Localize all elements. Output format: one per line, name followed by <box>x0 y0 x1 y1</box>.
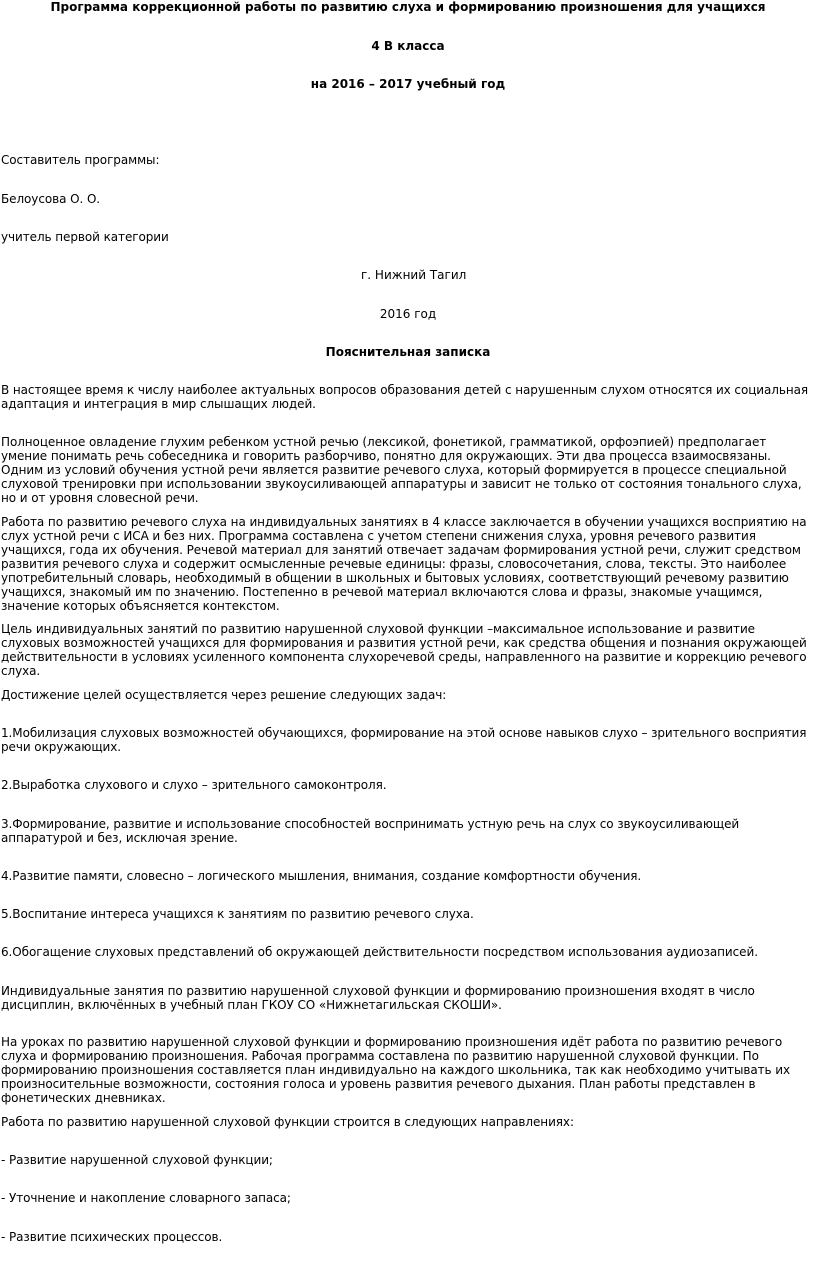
author-name: Белоусова О. О. <box>1 192 101 206</box>
direction-item-3: - Развитие психических процессов. <box>1 1230 223 1244</box>
paragraph-oral-speech: Полноценное овладение глухим ребенком устной речью (лексикой, фонетикой, грамматикой, орфоэпией) предполагает умение понимать речь собеседника и говорить разборчиво, понятно для окружающих. Эти два процесса взаимосвязаны. Одним из условий обучения устной речи является развитие речевого слуха, который формируется в процессе специальной слуховой тренировки при использовании звукоусиливающей аппаратуры и зависит не только от состояния тонального слуха, но и от уровня словесной речи. <box>1 435 802 505</box>
paragraph-tasks-intro: Достижение целей осуществляется через решение следующих задач: <box>1 688 447 702</box>
paragraph-goal: Цель индивидуальных занятий по развитию нарушенной слуховой функции –максимальное использование и развитие слуховых возможностей учащихся для формирования и развития устной речи, как средства общения и познания окружающей действительности в условиях усиленного компонента слухоречевой среды, направленного на развитие и коррекцию речевого слуха. <box>1 622 807 678</box>
paragraph-work-description: Работа по развитию речевого слуха на индивидуальных занятиях в 4 классе заключается в обучении учащихся восприятию на слух устной речи с ИСА и без них. Программа составлена с учетом степени снижения слуха, уровня речевого развития учащихся, года их обучения. Речевой материал для занятий отвечает задачам формирования устной речи, служит средством развития речевого слуха и содержит осмысленные речевые единицы: фразы, словосочетания, слова, тексты. Это наиболее употребительный словарь, необходимый в общении в школьных и бытовых условиях, соответствующий речевому развитию учащихся, знакомый им по значению. Постепенно в речевой материал включаются слова и фразы, знакомые учащимся, значение которых объясняется контекстом. <box>1 515 807 613</box>
task-item-4: 4.Развитие памяти, словесно – логического мышления, внимания, создание комфортности обучения. <box>1 869 642 883</box>
paragraph-curriculum: Индивидуальные занятия по развитию нарушенной слуховой функции и формированию произношения входят в число дисциплин, включённых в учебный план ГКОУ СО «Нижнетагильская СКОШИ». <box>1 984 755 1012</box>
direction-item-2: - Уточнение и накопление словарного запаса; <box>1 1191 291 1205</box>
paragraph-intro: В настоящее время к числу наиболее актуальных вопросов образования детей с нарушенным слухом относятся их социальная адаптация и интеграция в мир слышащих людей. <box>1 383 809 411</box>
task-item-5: 5.Воспитание интереса учащихся к занятиям по развитию речевого слуха. <box>1 907 474 921</box>
task-item-6: 6.Обогащение слуховых представлений об окружающей действительности посредством использования аудиозаписей. <box>1 945 758 959</box>
task-item-1: 1.Мобилизация слуховых возможностей обучающихся, формирование на этой основе навыков слухо – зрительного восприятия речи окружающих. <box>1 726 807 754</box>
class-line: 4 В класса <box>371 39 445 53</box>
author-label: Составитель программы: <box>1 153 160 167</box>
task-item-2: 2.Выработка слухового и слухо – зрительного самоконтроля. <box>1 778 387 792</box>
paragraph-lessons: На уроках по развитию нарушенной слуховой функции и формированию произношения идёт работа по развитию речевого слуха и формированию произношения. Рабочая программа составлена по развитию нарушенной слуховой функции. По формированию произношения составляется план индивидуально на каждого школьника, так как необходимо учитывать их произносительные возможности, состояния голоса и уровень развития речевого дыхания. План работы представлен в фонетических дневниках. <box>1 1035 790 1105</box>
author-position: учитель первой категории <box>1 230 169 244</box>
task-item-3: 3.Формирование, развитие и использование способностей воспринимать устную речь на слух со звукоусиливающей аппаратурой и без, исключая зрение. <box>1 817 740 845</box>
year-line: на 2016 – 2017 учебный год <box>310 77 506 91</box>
document-year: 2016 год <box>379 307 437 321</box>
direction-item-1: - Развитие нарушенной слуховой функции; <box>1 1153 273 1167</box>
program-title: Программа коррекционной работы по развитию слуха и формированию произношения для учащихся <box>50 0 766 14</box>
note-heading: Пояснительная записка <box>325 345 491 359</box>
paragraph-directions-intro: Работа по развитию нарушенной слуховой функции строится в следующих направлениях: <box>1 1115 574 1129</box>
city: г. Нижний Тагил <box>361 268 467 282</box>
